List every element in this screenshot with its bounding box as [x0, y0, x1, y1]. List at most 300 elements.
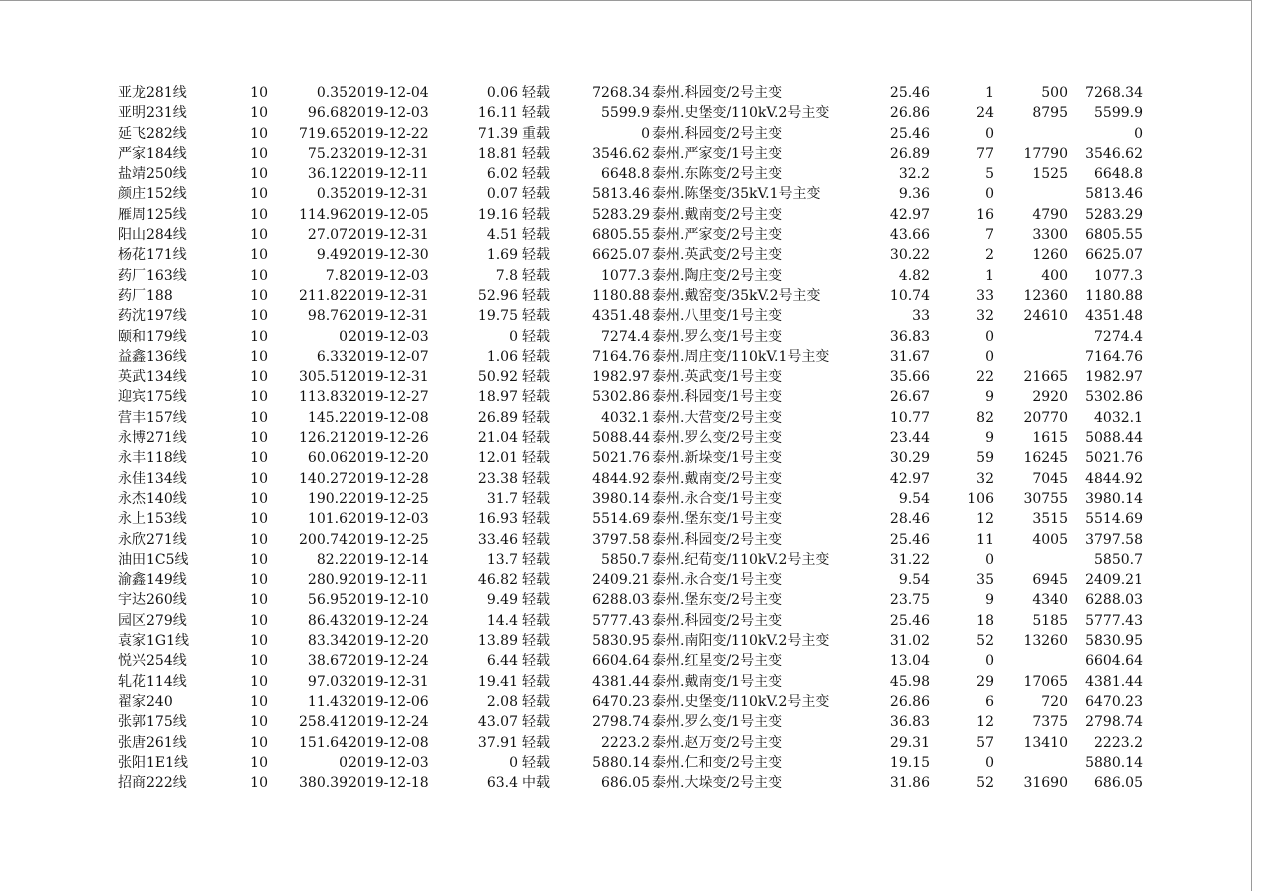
- metric-4-cell: 0: [1134, 125, 1143, 142]
- line-name-cell: 药沈197线: [118, 308, 187, 325]
- substation-cell: 泰州.东陈变/2号主变: [652, 166, 783, 183]
- substation-cell: 泰州.史堡变/110kV.2号主变: [652, 693, 830, 710]
- voltage-cell: 10: [250, 693, 268, 710]
- load-value-cell: 56.95: [307, 592, 348, 609]
- capacity-value-cell: 5283.29: [592, 206, 650, 223]
- load-value-cell: 36.12: [307, 166, 348, 183]
- metric-3-cell: 7375: [1032, 714, 1068, 731]
- load-value-cell: 11.43: [307, 693, 348, 710]
- metric-2-cell: 106: [967, 490, 994, 507]
- metric-1-cell: 9.36: [898, 186, 930, 203]
- load-rate-cell: 13.89: [477, 633, 518, 650]
- date-cell: 2019-12-03: [348, 754, 429, 771]
- capacity-value-cell: 1982.97: [592, 369, 650, 386]
- metric-1-cell: 36.83: [889, 714, 930, 731]
- load-status-cell: 轻载: [522, 186, 550, 203]
- date-cell: 2019-12-08: [348, 409, 429, 426]
- load-status-cell: 轻载: [522, 206, 550, 223]
- load-status-cell: 轻载: [522, 450, 550, 467]
- voltage-cell: 10: [250, 450, 268, 467]
- table-row: [118, 327, 1148, 347]
- metric-4-cell: 4032.1: [1094, 409, 1143, 426]
- table-row: [118, 590, 1148, 610]
- load-value-cell: 145.2: [307, 409, 348, 426]
- substation-cell: 泰州.戴南变/2号主变: [652, 470, 783, 487]
- metric-3-cell: 8795: [1032, 105, 1068, 122]
- load-status-cell: 轻载: [522, 409, 550, 426]
- metric-4-cell: 4351.48: [1085, 308, 1143, 325]
- metric-4-cell: 6470.23: [1085, 693, 1143, 710]
- metric-3-cell: 30755: [1023, 490, 1068, 507]
- metric-2-cell: 32: [976, 308, 994, 325]
- metric-1-cell: 26.67: [889, 389, 930, 406]
- feeder-load-table: [118, 83, 1148, 793]
- metric-1-cell: 13.04: [889, 653, 930, 670]
- substation-cell: 泰州.严家变/1号主变: [652, 145, 783, 162]
- load-value-cell: 6.33: [316, 348, 348, 365]
- metric-1-cell: 10.77: [889, 409, 930, 426]
- load-value-cell: 27.07: [307, 227, 348, 244]
- load-rate-cell: 71.39: [477, 125, 518, 142]
- load-rate-cell: 0.07: [486, 186, 518, 203]
- metric-4-cell: 2409.21: [1085, 572, 1143, 589]
- load-rate-cell: 37.91: [477, 734, 518, 751]
- voltage-cell: 10: [250, 470, 268, 487]
- capacity-value-cell: 5514.69: [592, 511, 650, 528]
- substation-cell: 泰州.科园变/2号主变: [652, 531, 783, 548]
- substation-cell: 泰州.周庄变/110kV.1号主变: [652, 348, 830, 365]
- metric-1-cell: 26.86: [889, 693, 930, 710]
- capacity-value-cell: 686.05: [601, 775, 650, 792]
- date-cell: 2019-12-03: [348, 267, 429, 284]
- substation-cell: 泰州.英武变/1号主变: [652, 369, 783, 386]
- date-cell: 2019-12-03: [348, 511, 429, 528]
- capacity-value-cell: 5813.46: [592, 186, 650, 203]
- substation-cell: 泰州.科园变/2号主变: [652, 85, 783, 101]
- line-name-cell: 悦兴254线: [118, 653, 187, 670]
- load-rate-cell: 52.96: [477, 287, 518, 304]
- substation-cell: 泰州.罗么变/1号主变: [652, 328, 783, 345]
- line-name-cell: 杨花171线: [118, 247, 187, 264]
- capacity-value-cell: 6604.64: [592, 653, 650, 670]
- date-cell: 2019-12-31: [348, 227, 429, 244]
- load-status-cell: 重载: [522, 125, 550, 142]
- table-row: [118, 245, 1148, 265]
- table-row: [118, 103, 1148, 123]
- load-rate-cell: 13.7: [486, 551, 518, 568]
- table-row: [118, 387, 1148, 407]
- metric-1-cell: 19.15: [889, 754, 930, 771]
- metric-4-cell: 5021.76: [1085, 450, 1143, 467]
- line-name-cell: 永博271线: [118, 430, 187, 447]
- substation-cell: 泰州.史堡变/110kV.2号主变: [652, 105, 830, 122]
- voltage-cell: 10: [250, 592, 268, 609]
- metric-2-cell: 57: [976, 734, 994, 751]
- metric-4-cell: 5302.86: [1085, 389, 1143, 406]
- metric-4-cell: 5777.43: [1085, 612, 1143, 629]
- metric-2-cell: 22: [976, 369, 994, 386]
- load-value-cell: 114.96: [299, 206, 348, 223]
- table-row: [118, 733, 1148, 753]
- metric-2-cell: 5: [985, 166, 994, 183]
- load-rate-cell: 16.93: [477, 511, 518, 528]
- date-cell: 2019-12-28: [348, 470, 429, 487]
- metric-4-cell: 7268.34: [1085, 85, 1143, 101]
- line-name-cell: 永上153线: [118, 511, 187, 528]
- table-row: [118, 773, 1148, 793]
- date-cell: 2019-12-31: [348, 145, 429, 162]
- load-rate-cell: 23.38: [477, 470, 518, 487]
- metric-3-cell: 13410: [1023, 734, 1068, 751]
- metric-1-cell: 30.29: [889, 450, 930, 467]
- metric-1-cell: 32.2: [898, 166, 930, 183]
- voltage-cell: 10: [250, 125, 268, 142]
- date-cell: 2019-12-27: [348, 389, 429, 406]
- load-status-cell: 轻载: [522, 633, 550, 650]
- substation-cell: 泰州.南阳变/110kV.2号主变: [652, 633, 830, 650]
- capacity-value-cell: 5830.95: [592, 633, 650, 650]
- table-row: [118, 631, 1148, 651]
- metric-4-cell: 7274.4: [1094, 328, 1143, 345]
- load-status-cell: 轻载: [522, 166, 550, 183]
- load-status-cell: 轻载: [522, 572, 550, 589]
- capacity-value-cell: 3797.58: [592, 531, 650, 548]
- load-rate-cell: 26.89: [477, 409, 518, 426]
- metric-4-cell: 5514.69: [1085, 511, 1143, 528]
- line-name-cell: 园区279线: [118, 612, 187, 629]
- metric-4-cell: 5088.44: [1085, 430, 1143, 447]
- capacity-value-cell: 5777.43: [592, 612, 650, 629]
- substation-cell: 泰州.英武变/2号主变: [652, 247, 783, 264]
- metric-2-cell: 12: [976, 511, 994, 528]
- load-status-cell: 轻载: [522, 470, 550, 487]
- line-name-cell: 亚龙281线: [118, 85, 187, 101]
- capacity-value-cell: 7164.76: [592, 348, 650, 365]
- load-value-cell: 380.39: [299, 775, 348, 792]
- metric-2-cell: 24: [976, 105, 994, 122]
- substation-cell: 泰州.戴南变/1号主变: [652, 673, 783, 690]
- metric-3-cell: 1260: [1032, 247, 1068, 264]
- load-value-cell: 82.2: [316, 551, 348, 568]
- load-rate-cell: 4.51: [486, 227, 518, 244]
- capacity-value-cell: 1077.3: [601, 267, 650, 284]
- metric-1-cell: 45.98: [889, 673, 930, 690]
- metric-3-cell: 1615: [1032, 430, 1068, 447]
- substation-cell: 泰州.罗么变/1号主变: [652, 714, 783, 731]
- metric-3-cell: 7045: [1032, 470, 1068, 487]
- metric-1-cell: 23.44: [889, 430, 930, 447]
- voltage-cell: 10: [250, 734, 268, 751]
- date-cell: 2019-12-26: [348, 430, 429, 447]
- metric-2-cell: 1: [985, 85, 994, 101]
- line-name-cell: 永欣271线: [118, 531, 187, 548]
- capacity-value-cell: 6625.07: [592, 247, 650, 264]
- line-name-cell: 延飞282线: [118, 125, 187, 142]
- capacity-value-cell: 5088.44: [592, 430, 650, 447]
- metric-2-cell: 16: [976, 206, 994, 223]
- date-cell: 2019-12-18: [348, 775, 429, 792]
- line-name-cell: 营丰157线: [118, 409, 187, 426]
- capacity-value-cell: 7274.4: [601, 328, 650, 345]
- date-cell: 2019-12-25: [348, 490, 429, 507]
- table-row: [118, 611, 1148, 631]
- load-rate-cell: 0: [509, 328, 518, 345]
- metric-4-cell: 5599.9: [1094, 105, 1143, 122]
- capacity-value-cell: 3546.62: [592, 145, 650, 162]
- table-row: [118, 205, 1148, 225]
- load-value-cell: 7.8: [325, 267, 348, 284]
- substation-cell: 泰州.科园变/1号主变: [652, 389, 783, 406]
- metric-1-cell: 9.54: [898, 572, 930, 589]
- load-value-cell: 200.74: [299, 531, 348, 548]
- line-name-cell: 翟家240: [118, 693, 173, 710]
- load-value-cell: 0.35: [316, 186, 348, 203]
- load-status-cell: 轻载: [522, 592, 550, 609]
- voltage-cell: 10: [250, 572, 268, 589]
- load-rate-cell: 31.7: [486, 490, 518, 507]
- metric-1-cell: 42.97: [889, 206, 930, 223]
- capacity-value-cell: 5021.76: [592, 450, 650, 467]
- load-status-cell: 轻载: [522, 714, 550, 731]
- load-status-cell: 轻载: [522, 308, 550, 325]
- table-row: [118, 286, 1148, 306]
- metric-4-cell: 5830.95: [1085, 633, 1143, 650]
- load-value-cell: 211.82: [299, 287, 348, 304]
- load-rate-cell: 9.49: [486, 592, 518, 609]
- metric-2-cell: 52: [976, 775, 994, 792]
- capacity-value-cell: 4381.44: [592, 673, 650, 690]
- substation-cell: 泰州.大营变/2号主变: [652, 409, 783, 426]
- metric-4-cell: 3980.14: [1085, 490, 1143, 507]
- metric-1-cell: 42.97: [889, 470, 930, 487]
- line-name-cell: 迎宾175线: [118, 389, 187, 406]
- voltage-cell: 10: [250, 267, 268, 284]
- load-status-cell: 轻载: [522, 267, 550, 284]
- line-name-cell: 张阳1E1线: [118, 754, 189, 771]
- metric-3-cell: 17790: [1023, 145, 1068, 162]
- metric-2-cell: 2: [985, 247, 994, 264]
- metric-2-cell: 0: [985, 125, 994, 142]
- load-value-cell: 60.06: [307, 450, 348, 467]
- metric-2-cell: 18: [976, 612, 994, 629]
- line-name-cell: 油田1C5线: [118, 551, 189, 568]
- load-status-cell: 轻载: [522, 369, 550, 386]
- load-rate-cell: 6.02: [486, 166, 518, 183]
- metric-1-cell: 33: [912, 308, 930, 325]
- line-name-cell: 袁家1G1线: [118, 633, 189, 650]
- load-rate-cell: 19.41: [477, 673, 518, 690]
- metric-3-cell: 3515: [1032, 511, 1068, 528]
- table-row: [118, 469, 1148, 489]
- date-cell: 2019-12-24: [348, 612, 429, 629]
- voltage-cell: 10: [250, 369, 268, 386]
- voltage-cell: 10: [250, 227, 268, 244]
- voltage-cell: 10: [250, 287, 268, 304]
- load-rate-cell: 7.8: [495, 267, 518, 284]
- table-row: [118, 367, 1148, 387]
- metric-1-cell: 31.02: [889, 633, 930, 650]
- capacity-value-cell: 6288.03: [592, 592, 650, 609]
- metric-3-cell: 16245: [1023, 450, 1068, 467]
- substation-cell: 泰州.戴南变/2号主变: [652, 206, 783, 223]
- substation-cell: 泰州.陶庄变/2号主变: [652, 267, 783, 284]
- metric-4-cell: 2798.74: [1085, 714, 1143, 731]
- load-rate-cell: 14.4: [486, 612, 518, 629]
- line-name-cell: 轧花114线: [118, 673, 187, 690]
- load-rate-cell: 6.44: [486, 653, 518, 670]
- table-row: [118, 225, 1148, 245]
- metric-1-cell: 31.67: [889, 348, 930, 365]
- metric-2-cell: 11: [976, 531, 994, 548]
- substation-cell: 泰州.永合变/1号主变: [652, 572, 783, 589]
- metric-4-cell: 3797.58: [1085, 531, 1143, 548]
- line-name-cell: 阳山284线: [118, 227, 187, 244]
- metric-2-cell: 77: [976, 145, 994, 162]
- load-rate-cell: 43.07: [477, 714, 518, 731]
- metric-2-cell: 59: [976, 450, 994, 467]
- load-value-cell: 101.6: [307, 511, 348, 528]
- table-row: [118, 164, 1148, 184]
- metric-2-cell: 0: [985, 186, 994, 203]
- metric-4-cell: 686.05: [1094, 775, 1143, 792]
- metric-3-cell: 1525: [1032, 166, 1068, 183]
- voltage-cell: 10: [250, 166, 268, 183]
- load-value-cell: 305.51: [299, 369, 348, 386]
- metric-2-cell: 82: [976, 409, 994, 426]
- line-name-cell: 盐靖250线: [118, 166, 187, 183]
- metric-1-cell: 25.46: [889, 531, 930, 548]
- table-row: [118, 266, 1148, 286]
- line-name-cell: 永杰140线: [118, 490, 187, 507]
- table-row: [118, 489, 1148, 509]
- load-value-cell: 98.76: [307, 308, 348, 325]
- load-value-cell: 113.83: [299, 389, 348, 406]
- date-cell: 2019-12-31: [348, 308, 429, 325]
- metric-2-cell: 0: [985, 653, 994, 670]
- voltage-cell: 10: [250, 430, 268, 447]
- substation-cell: 泰州.罗么变/2号主变: [652, 430, 783, 447]
- load-rate-cell: 0.06: [486, 85, 518, 101]
- metric-2-cell: 0: [985, 328, 994, 345]
- capacity-value-cell: 6805.55: [592, 227, 650, 244]
- metric-4-cell: 6805.55: [1085, 227, 1143, 244]
- substation-cell: 泰州.堡东变/1号主变: [652, 511, 783, 528]
- table-row: [118, 448, 1148, 468]
- voltage-cell: 10: [250, 348, 268, 365]
- load-status-cell: 轻载: [522, 287, 550, 304]
- load-value-cell: 140.27: [299, 470, 348, 487]
- load-status-cell: 中载: [522, 775, 550, 792]
- metric-4-cell: 3546.62: [1085, 145, 1143, 162]
- metric-3-cell: 13260: [1023, 633, 1068, 650]
- metric-4-cell: 4844.92: [1085, 470, 1143, 487]
- table-row: [118, 530, 1148, 550]
- metric-4-cell: 1982.97: [1085, 369, 1143, 386]
- metric-1-cell: 28.46: [889, 511, 930, 528]
- capacity-value-cell: 5599.9: [601, 105, 650, 122]
- capacity-value-cell: 0: [641, 125, 650, 142]
- load-value-cell: 0.35: [316, 85, 348, 101]
- load-rate-cell: 46.82: [477, 572, 518, 589]
- metric-4-cell: 5813.46: [1085, 186, 1143, 203]
- load-value-cell: 151.64: [299, 734, 348, 751]
- capacity-value-cell: 4351.48: [592, 308, 650, 325]
- date-cell: 2019-12-25: [348, 531, 429, 548]
- metric-1-cell: 4.82: [898, 267, 930, 284]
- table-row: [118, 408, 1148, 428]
- capacity-value-cell: 2798.74: [592, 714, 650, 731]
- table-row: [118, 509, 1148, 529]
- load-status-cell: 轻载: [522, 389, 550, 406]
- table-row: [118, 550, 1148, 570]
- load-rate-cell: 33.46: [477, 531, 518, 548]
- line-name-cell: 严家184线: [118, 145, 187, 162]
- load-status-cell: 轻载: [522, 693, 550, 710]
- substation-cell: 泰州.严家变/2号主变: [652, 227, 783, 244]
- metric-3-cell: 4005: [1032, 531, 1068, 548]
- substation-cell: 泰州.红星变/2号主变: [652, 653, 783, 670]
- substation-cell: 泰州.科园变/2号主变: [652, 125, 783, 142]
- line-name-cell: 永佳134线: [118, 470, 187, 487]
- load-rate-cell: 50.92: [477, 369, 518, 386]
- capacity-value-cell: 3980.14: [592, 490, 650, 507]
- capacity-value-cell: 6470.23: [592, 693, 650, 710]
- load-rate-cell: 19.75: [477, 308, 518, 325]
- metric-3-cell: 5185: [1032, 612, 1068, 629]
- line-name-cell: 药厂163线: [118, 267, 187, 284]
- capacity-value-cell: 6648.8: [601, 166, 650, 183]
- date-cell: 2019-12-03: [348, 328, 429, 345]
- metric-2-cell: 9: [985, 430, 994, 447]
- metric-1-cell: 25.46: [889, 612, 930, 629]
- load-status-cell: 轻载: [522, 227, 550, 244]
- capacity-value-cell: 2409.21: [592, 572, 650, 589]
- date-cell: 2019-12-31: [348, 369, 429, 386]
- voltage-cell: 10: [250, 409, 268, 426]
- metric-3-cell: 6945: [1032, 572, 1068, 589]
- table-row: [118, 651, 1148, 671]
- metric-1-cell: 31.86: [889, 775, 930, 792]
- voltage-cell: 10: [250, 308, 268, 325]
- metric-4-cell: 6625.07: [1085, 247, 1143, 264]
- voltage-cell: 10: [250, 612, 268, 629]
- metric-1-cell: 25.46: [889, 85, 930, 101]
- load-status-cell: 轻载: [522, 612, 550, 629]
- load-value-cell: 38.67: [307, 653, 348, 670]
- date-cell: 2019-12-11: [348, 166, 429, 183]
- metric-3-cell: 720: [1041, 693, 1068, 710]
- load-status-cell: 轻载: [522, 551, 550, 568]
- voltage-cell: 10: [250, 105, 268, 122]
- load-status-cell: 轻载: [522, 734, 550, 751]
- metric-1-cell: 26.89: [889, 145, 930, 162]
- date-cell: 2019-12-20: [348, 633, 429, 650]
- table-row: [118, 753, 1148, 773]
- load-value-cell: 9.49: [316, 247, 348, 264]
- capacity-value-cell: 4032.1: [601, 409, 650, 426]
- load-value-cell: 96.68: [307, 105, 348, 122]
- metric-4-cell: 1180.88: [1085, 287, 1143, 304]
- load-value-cell: 97.03: [307, 673, 348, 690]
- date-cell: 2019-12-10: [348, 592, 429, 609]
- load-value-cell: 190.2: [307, 490, 348, 507]
- voltage-cell: 10: [250, 551, 268, 568]
- line-name-cell: 招商222线: [118, 775, 187, 792]
- line-name-cell: 颜庄152线: [118, 186, 187, 203]
- line-name-cell: 亚明231线: [118, 105, 187, 122]
- load-rate-cell: 0: [509, 754, 518, 771]
- date-cell: 2019-12-11: [348, 572, 429, 589]
